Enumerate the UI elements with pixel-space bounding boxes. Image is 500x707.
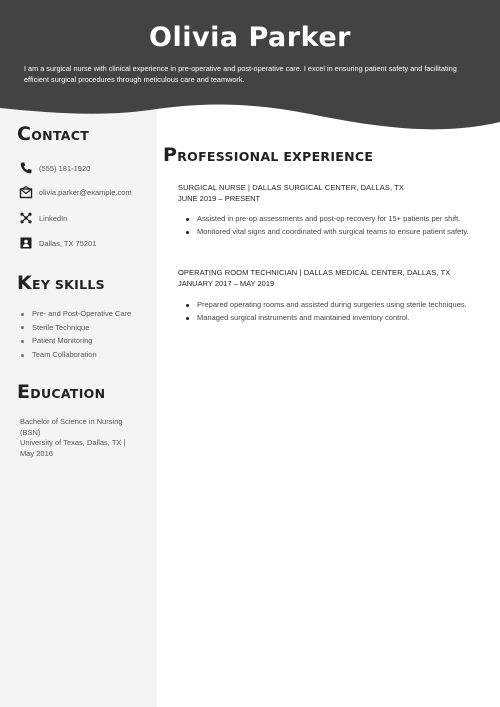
job-dates: JANUARY 2017 – MAY 2019: [178, 279, 275, 288]
contact-heading-initial: C: [17, 123, 32, 145]
skill-item: Team Collaboration: [20, 348, 131, 362]
job-bullets: [185, 214, 490, 240]
skill-item: Pre- and Post-Operative Care: [20, 307, 131, 321]
address-text: Dallas, TX 75201: [39, 238, 97, 248]
candidate-name: Olivia Parker: [149, 22, 351, 53]
header-banner: [0, 0, 500, 135]
profile-summary: I am a surgical nurse with clinical experience in pre-operative and post-operative care. I excel in ensuring patient safety and facilitating efficient surgical procedures through meticulous care and teamwork.: [24, 64, 457, 84]
email-text[interactable]: olivia.parker@example.com: [39, 187, 132, 197]
experience-heading-rest: ROFESSIONAL EXPERIENCE: [177, 149, 374, 164]
contact-phone: [19, 161, 91, 175]
education-date: May 2016: [20, 448, 53, 458]
contact-heading-rest: ONTACT: [31, 128, 90, 143]
job-bullets: [185, 300, 490, 326]
job-title: OPERATING ROOM TECHNICIAN | DALLAS MEDICAL CENTER, DALLAS, TX: [178, 268, 451, 277]
address-card-icon: [19, 236, 33, 250]
phone-text: (555) 181-1920: [39, 163, 91, 173]
education-heading: [17, 381, 105, 403]
linkedin-icon: [19, 211, 33, 225]
job-title: SURGICAL NURSE | DALLAS SURGICAL CENTER, DALLAS, TX: [178, 183, 404, 192]
contact-email: [19, 185, 132, 199]
job-bullet: Managed surgical instruments and maintained inventory control.: [185, 313, 490, 324]
contact-linkedin: [19, 211, 68, 225]
experience-heading-initial: P: [163, 144, 178, 166]
job-dates: JUNE 2019 – PRESENT: [178, 194, 261, 203]
job-bullet: Assisted in pre-op assessments and post-op recovery for 15+ patients per shift.: [185, 214, 490, 225]
skill-item: Sterile Technique: [20, 321, 131, 335]
skills-heading: [17, 272, 105, 294]
linkedin-text[interactable]: LinkedIn: [39, 213, 68, 223]
education-heading-initial: E: [17, 381, 31, 403]
education-school: University of Texas, Dallas, TX |: [20, 438, 126, 447]
experience-heading: [163, 144, 373, 166]
education-entry: [20, 417, 145, 459]
skills-list: [20, 307, 131, 362]
job-bullet: Monitored vital signs and coordinated with surgical teams to ensure patient safety.: [185, 227, 490, 238]
contact-address: [19, 236, 97, 250]
job-bullet: Prepared operating rooms and assisted during surgeries using sterile techniques.: [185, 300, 490, 311]
skills-heading-rest: EY SKILLS: [32, 277, 105, 292]
envelope-icon: [19, 185, 33, 199]
education-heading-rest: DUCATION: [30, 386, 106, 401]
skills-heading-initial: K: [17, 272, 33, 294]
contact-heading: [17, 123, 89, 145]
phone-icon: [19, 161, 33, 175]
education-degree: Bachelor of Science in Nursing (BSN): [20, 417, 123, 437]
skill-item: Patient Monitoring: [20, 334, 131, 348]
